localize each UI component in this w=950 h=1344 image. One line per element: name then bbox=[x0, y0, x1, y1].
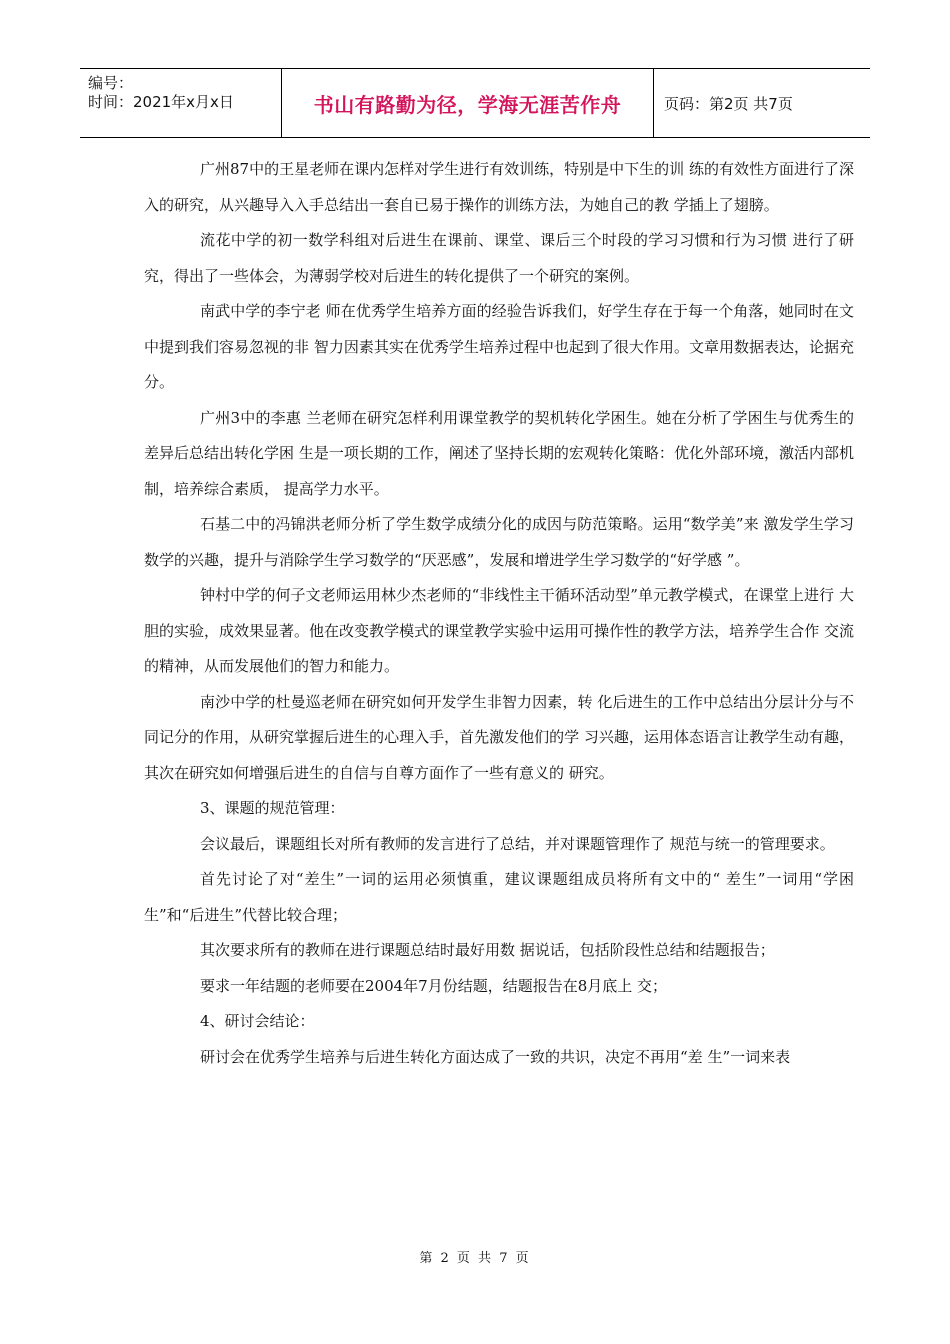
header-page-cell bbox=[654, 69, 870, 137]
paragraph: 钟村中学的何子文老师运用林少杰老师的“非线性主干循环活动型”单元教学模式，在课堂上进行 大胆的实验，成效果显著。他在改变教学模式的课堂教学实验中运用可操作性的教学方法，培养学生合作 交流的精神，从而发展他们的智力和能力。 bbox=[144, 586, 854, 675]
document-header bbox=[80, 68, 870, 138]
number-label: 编号： bbox=[88, 74, 134, 92]
paragraph: 南沙中学的杜曼巡老师在研究如何开发学生非智力因素，转 化后进生的工作中总结出分层计分与不同记分的作用，从研究掌握后进生的心理入手，首先激发他们的学 习兴趣，运用体态语言让教学生动有趣，其次在研究如何增强后进生的自信与自尊方面作了一些有意义的 研究。 bbox=[144, 692, 854, 782]
paragraph: 广州3中的李惠 兰老师在研究怎样利用课堂教学的契机转化学困生。她在分析了学困生与优秀生的差异后总结出转化学困 生是一项长期的工作，阐述了坚持长期的宏观转化策略：优化外部环境，激活内部机制，培养综合素质， 提高学力水平。 bbox=[144, 408, 854, 498]
paragraph: 广州87中的王星老师在课内怎样对学生进行有效训练，特别是中下生的训 练的有效性方面进行了深入的研究，从兴趣导入入手总结出一套自已易于操作的训练方法，为她自己的教 学插上了翅膀。 bbox=[144, 160, 854, 214]
paragraph: 南武中学的李宁老 师在优秀学生培养方面的经验告诉我们，好学生存在于每一个角落，她同时在文中提到我们容易忽视的非 智力因素其实在优秀学生培养过程中也起到了很大作用。文章用数据表达，论据充分。 bbox=[144, 302, 854, 391]
paragraph: 会议最后，课题组长对所有教师的发言进行了总结，并对课题管理作了 规范与统一的管理要求。 bbox=[200, 834, 835, 853]
section-heading: 3、课题的规范管理： bbox=[200, 799, 345, 817]
time-label: 时间：2021年x月x日 bbox=[88, 93, 234, 111]
paragraph: 首先讨论了对“差生”一词的运用必须慎重，建议课题组成员将所有文中的“ 差生”一词用“学困生”和“后进生”代替比较合理； bbox=[144, 870, 854, 924]
motto-text: 书山有路勤为径，学海无涯苦作舟 bbox=[313, 92, 622, 117]
page-footer: 第 2 页 共 7 页 bbox=[419, 1251, 531, 1266]
paragraph: 其次要求所有的教师在进行课题总结时最好用数 据说话，包括阶段性总结和结题报告； bbox=[200, 941, 775, 959]
header-motto-cell bbox=[282, 69, 654, 137]
paragraph: 石基二中的冯锦洪老师分析了学生数学成绩分化的成因与防范策略。运用“数学美”来 激发学生学习数学的兴趣，提升与消除学生学习数学的“厌恶感”，发展和增进学生学习数学的“好学感 ”。 bbox=[144, 515, 854, 569]
section-heading: 4、研讨会结论： bbox=[200, 1012, 315, 1030]
document-body bbox=[144, 152, 854, 1075]
page-info: 页码：第2页 共7页 bbox=[664, 94, 793, 113]
header-left-cell bbox=[80, 69, 282, 137]
paragraph: 研讨会在优秀学生培养与后进生转化方面达成了一致的共识，决定不再用“差 生”一词来表 bbox=[200, 1047, 791, 1066]
paragraph: 要求一年结题的老师要在2004年7月份结题，结题报告在8月底上 交； bbox=[200, 976, 668, 995]
paragraph: 流花中学的初一数学科组对后进生在课前、课堂、课后三个时段的学习习惯和行为习惯 进行了研究，得出了一些体会，为薄弱学校对后进生的转化提供了一个研究的案例。 bbox=[144, 231, 854, 285]
